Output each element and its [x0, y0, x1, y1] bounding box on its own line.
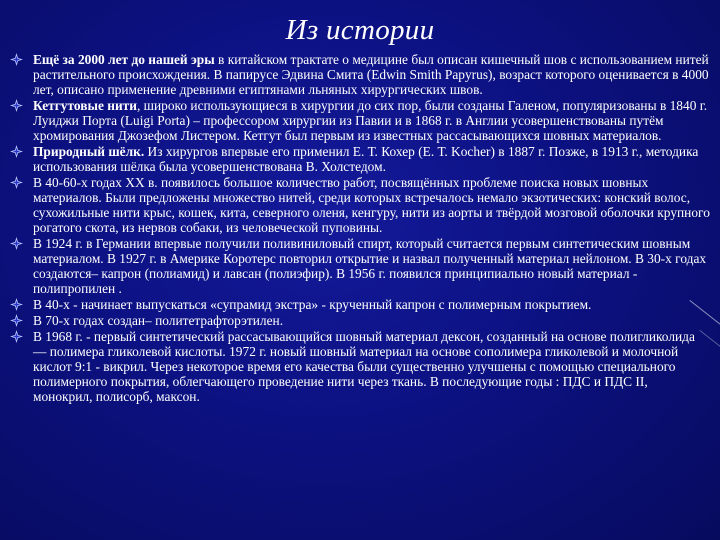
diamond-bullet-icon	[10, 330, 23, 343]
list-item	[10, 236, 710, 296]
item-text: В 1968 г. - первый синтетический рассасывающийся шовный материал дексон, созданный на основе полигликолида — полимера гликолевой кислоты. 1972 г. новый шовный материал на основе сополимера гликолевой и молочной кислот 9:1 - викрил. Через некоторое время его качества были существенно улучшены с помощью специального полимерного покрытия, облегчающего проведение нити через ткань. В последующие годы : ПДС и ПДС II, монокрил, полисорб, максон.	[33, 329, 695, 404]
list-item	[10, 175, 710, 235]
item-text: Из хирургов впервые его применил Е. Т. Кохер (Е. Т. Kocher) в 1887 г. Позже, в 1913 г., методика использования шёлка была усовершенствована В. Холстедом.	[33, 144, 699, 174]
bullet-list	[10, 52, 710, 405]
item-text: , широко использующиеся в хирургии до сих пор, были созданы Галеном, популяризованы в 1840 г. Луиджи Порта (Luigi Porta) – профессором хирургии из Павии и в 1868 г. в Англии усовершенствованы путём хромирования Джозефом Листером. Кетгут был первым из известных рассасывающихся шовных материалов.	[33, 98, 708, 143]
item-text: В 40-х - начинает выпускаться «супрамид экстра» - крученный капрон с полимерным покрытием.	[33, 297, 592, 312]
list-item	[10, 329, 710, 404]
diamond-bullet-icon	[10, 145, 23, 158]
diamond-bullet-icon	[10, 99, 23, 112]
item-lead: Кетгутовые нити	[33, 98, 137, 113]
list-item	[10, 52, 710, 97]
diamond-bullet-icon	[10, 53, 23, 66]
slide-title: Из истории	[285, 14, 435, 46]
diamond-bullet-icon	[10, 298, 23, 311]
diamond-bullet-icon	[10, 314, 23, 327]
list-item	[10, 144, 710, 174]
diamond-bullet-icon	[10, 176, 23, 189]
diamond-bullet-icon	[10, 237, 23, 250]
item-text: в китайском трактате о медицине был описан кишечный шов с использованием нитей растительного происхождения. В папирусе Эдвина Смита (Edwin Smith Papyrus), возраст которого оценивается в 4000 лет, описано применение древними египтянами льняных хирургических швов.	[33, 52, 709, 97]
list-item	[10, 297, 710, 312]
item-text: В 70-х годах создан– политетрафторэтилен.	[33, 313, 284, 328]
item-lead: Природный шёлк.	[33, 144, 145, 159]
item-text: В 40-60-х годах XX в. появилось большое количество работ, посвящённых проблеме поиска новых шовных материалов. Были предложены множество нитей, среди которых встречалось немало экзотических: конский волос, сухожильные нити крыс, кошек, кита, северного оленя, кенгуру, нити из аорты и твёрдой мозговой оболочки крупного рогатого скота, из нервов собаки, из человеческой пуповины.	[33, 175, 710, 235]
list-item	[10, 313, 710, 328]
list-item	[10, 98, 710, 143]
item-lead: Ещё за 2000 лет до нашей эры	[33, 52, 215, 67]
item-text: В 1924 г. в Германии впервые получили поливиниловый спирт, который считается первым синтетическим шовным материалом. В 1927 г. в Америке Коротерс повторил открытие и назвал полученный материал нейлоном. В 30-х годах создаются– капрон (полиамид) и лавсан (полиэфир). В 1956 г. появился принципиально новый материал - полипропилен .	[33, 236, 707, 296]
